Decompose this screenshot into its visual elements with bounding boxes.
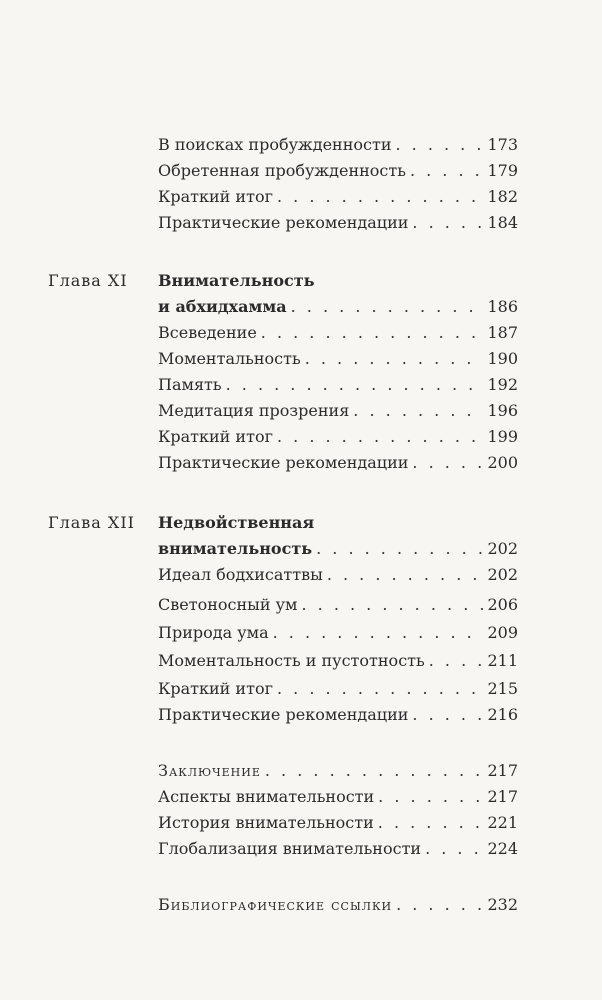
toc-entry-page: 215 <box>487 679 518 698</box>
leader-dots <box>316 536 483 562</box>
toc-entry-page: 186 <box>487 297 518 316</box>
leader-dots <box>277 424 483 450</box>
toc-entry-label: Глобализация внимательности <box>158 839 422 858</box>
leader-dots <box>396 892 483 918</box>
toc-entry-label: Медитация прозрения <box>158 401 350 420</box>
leader-dots <box>226 372 484 398</box>
leader-dots <box>305 346 484 372</box>
leader-dots <box>301 592 483 618</box>
leader-dots <box>425 836 483 862</box>
leader-dots <box>277 676 483 702</box>
toc-entry-label: Аспекты внимательности <box>158 787 375 806</box>
leader-dots <box>291 294 484 320</box>
toc-entry <box>158 372 518 398</box>
chapter-title-entry <box>158 536 518 562</box>
toc-entry <box>158 424 518 450</box>
chapter-label: Глава XI <box>48 271 128 290</box>
toc-entry-label: Всеведение <box>158 323 257 342</box>
leader-dots <box>395 132 483 158</box>
toc-entry <box>158 620 518 646</box>
chapter-title-line: Недвойственная <box>158 513 315 532</box>
toc-entry-label: История внимательности <box>158 813 374 832</box>
toc-entry-bibliography <box>158 892 518 918</box>
toc-entry <box>158 320 518 346</box>
leader-dots <box>410 158 484 184</box>
toc-entry-page: 206 <box>487 595 518 614</box>
toc-entry <box>158 836 518 862</box>
toc-entry-label: Светоносный ум <box>158 595 298 614</box>
toc-entry-label: Краткий итог <box>158 187 273 206</box>
leader-dots <box>353 398 483 424</box>
toc-entry-page: 217 <box>487 761 518 780</box>
toc-entry-page: 221 <box>487 813 518 832</box>
toc-entry-page: 192 <box>487 375 518 394</box>
toc-entry-conclusion <box>158 758 518 784</box>
toc-entry <box>158 184 518 210</box>
toc-entry-label: Природа ума <box>158 623 269 642</box>
toc-entry-label: Практические рекомендации <box>158 705 409 724</box>
toc-entry-label: Идеал бодхисаттвы <box>158 565 323 584</box>
toc-entry <box>158 398 518 424</box>
toc-entry-label: В поисках пробужденности <box>158 135 392 154</box>
toc-entry-page: 179 <box>487 161 518 180</box>
toc-entry-page: 217 <box>487 787 518 806</box>
leader-dots <box>429 648 484 674</box>
toc-entry <box>158 592 518 618</box>
toc-entry-label: Краткий итог <box>158 427 273 446</box>
toc-entry-page: 182 <box>487 187 518 206</box>
toc-entry-page: 216 <box>487 705 518 724</box>
toc-entry-page: 196 <box>487 401 518 420</box>
toc-entry-page: 200 <box>487 453 518 472</box>
toc-entry-label: Практические рекомендации <box>158 213 409 232</box>
toc-entry-label: Память <box>158 375 222 394</box>
toc-entry-page: 209 <box>487 623 518 642</box>
leader-dots <box>412 210 483 236</box>
leader-dots <box>378 784 483 810</box>
toc-entry <box>158 648 518 674</box>
leader-dots <box>378 810 484 836</box>
toc-entry-page: 202 <box>487 565 518 584</box>
toc-entry <box>158 450 518 476</box>
toc-entry-page: 211 <box>487 651 518 670</box>
toc-entry-label: Моментальность <box>158 349 301 368</box>
toc-entry-label: Практические рекомендации <box>158 453 409 472</box>
toc-entry <box>158 562 518 588</box>
toc-entry <box>158 210 518 236</box>
chapter-title-line: и абхидхамма <box>158 297 287 316</box>
toc-entry <box>158 158 518 184</box>
toc-entry <box>158 702 518 728</box>
toc-entry-page: 184 <box>487 213 518 232</box>
toc-entry <box>158 676 518 702</box>
toc-entry-label: Моментальность и пустотность <box>158 651 425 670</box>
chapter-title-line: Внимательность <box>158 271 315 290</box>
leader-dots <box>327 562 484 588</box>
toc-entry-page: 224 <box>487 839 518 858</box>
toc-entry-page: 173 <box>487 135 518 154</box>
toc-entry <box>158 810 518 836</box>
chapter-label: Глава XII <box>48 513 135 532</box>
toc-entry-label: Обретенная пробужденность <box>158 161 406 180</box>
leader-dots <box>277 184 483 210</box>
toc-entry-page: 190 <box>487 349 518 368</box>
toc-entry-page: 199 <box>487 427 518 446</box>
toc-entry <box>158 346 518 372</box>
toc-entry-label: Заключение <box>158 761 261 780</box>
chapter-title-line: внимательность <box>158 539 313 558</box>
toc-entry-page: 232 <box>487 895 518 914</box>
leader-dots <box>412 702 483 728</box>
leader-dots <box>412 450 483 476</box>
toc-entry-page: 187 <box>487 323 518 342</box>
chapter-title-entry <box>158 294 518 320</box>
leader-dots <box>273 620 484 646</box>
toc-entry-page: 202 <box>487 539 518 558</box>
toc-entry-label: Краткий итог <box>158 679 273 698</box>
toc-entry-label: Библиографические ссылки <box>158 895 393 914</box>
toc-entry <box>158 132 518 158</box>
leader-dots <box>261 320 484 346</box>
toc-entry <box>158 784 518 810</box>
leader-dots <box>265 758 484 784</box>
